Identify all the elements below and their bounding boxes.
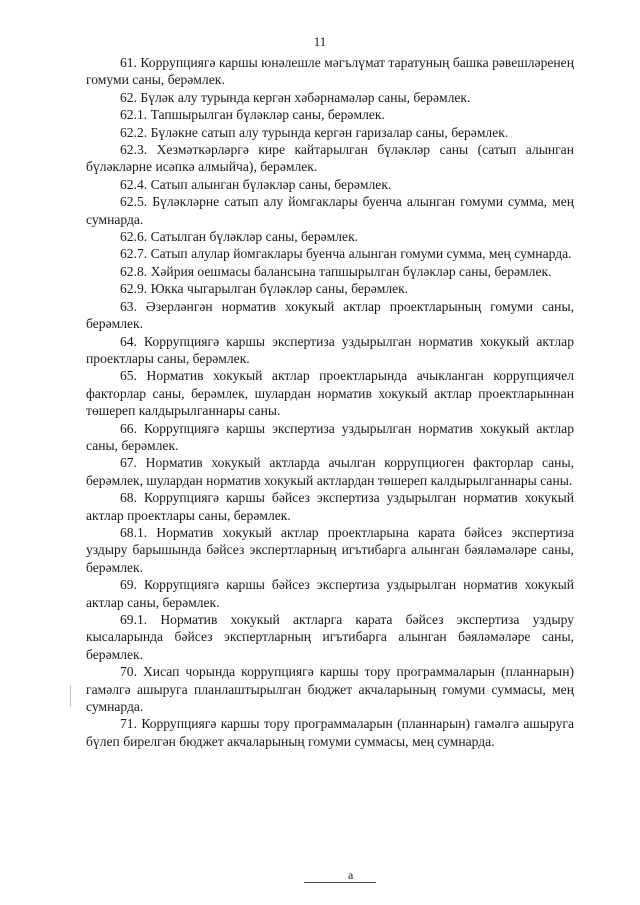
paragraph-68: 68. Коррупциягә каршы бәйсез экспертиза уздырылган норматив хокукый актлар проектлары саны, берәмлек.: [86, 490, 574, 523]
paragraph-62-5: 62.5. Бүләкләрне сатып алу йомгаклары буенча алынган гомуми сумма, мең сумнарда.: [86, 194, 574, 227]
paragraph-65: 65. Норматив хокукый актлар проектларында ачыкланган коррупциячел факторлар саны, берәмлек, шулардан норматив хокукый актлар проектларыннан төшереп калдырылганнары саны.: [86, 368, 574, 419]
paragraph-62-9: 62.9. Юкка чыгарылган бүләкләр саны, берәмлек.: [120, 281, 409, 297]
paragraph-64: 64. Коррупциягә каршы экспертиза уздырылган норматив хокукый актлар проектлары саны, берәмлек.: [86, 333, 574, 366]
paragraph-62-6: 62.6. Сатылган бүләкләр саны, берәмлек.: [120, 229, 359, 245]
paragraph-68-1: 68.1. Норматив хокукый актлар проектларына карата бәйсез экспертиза уздыру барышында бәйсез экспертларның игътибарга алынган бәяләмәләре саны, берәмлек.: [86, 524, 574, 575]
page-number: 11: [313, 34, 327, 49]
paragraph-69-1: 69.1. Норматив хокукый актларга карата бәйсез экспертиза уздыру кысаларында бәйсез экспертларның игътибарга алынган бәяләмәләре саны, берәмлек.: [86, 612, 574, 662]
paragraph-69: 69. Коррупциягә каршы бәйсез экспертиза уздырылган норматив хокукый актлар саны, берәмлек.: [86, 577, 574, 610]
footer-mark: a: [348, 868, 354, 882]
paragraph-62-3: 62.3. Хезмәткәрләргә кире кайтарылган бүләкләр саны (сатып алынган бүләкләрне исәпкә алмыйча), берәмлек.: [86, 142, 574, 175]
paragraph-62-8: 62.8. Хәйрия оешмасы балансына тапшырылган бүләкләр саны, берәмлек.: [120, 263, 552, 279]
footer-line: [304, 882, 376, 883]
margin-mark: [70, 686, 74, 706]
paragraph-71: 71. Коррупциягә каршы тору программаларын (планнарын) гамәлгә ашыруга бүлеп бирелгән бюджет акчаларының гомуми суммасы, мең сумнарда.: [86, 716, 574, 749]
paragraph-62-2: 62.2. Бүләкне сатып алу турында кергән гаризалар саны, берәмлек.: [120, 124, 509, 140]
paragraph-70: 70. Хисап чорында коррупциягә каршы тору программаларын (планнарын) гамәлгә ашыруга планлаштырылган бюджет акчаларының гомуми суммасы, мең сумнарда.: [86, 664, 574, 715]
paragraph-61: 61. Коррупциягә каршы юнәлешле мәгълүмат таратуның башка рәвешләренең гомуми саны, берәмлек.: [86, 55, 574, 88]
paragraph-63: 63. Әзерләнгән норматив хокукый актлар проектларының гомуми саны, берәмлек.: [86, 298, 574, 332]
paragraph-66: 66. Коррупциягә каршы экспертиза уздырылган норматив хокукый актлар саны, берәмлек.: [86, 420, 574, 453]
paragraph-62-4: 62.4. Сатып алынган бүләкләр саны, берәмлек.: [120, 176, 392, 192]
paragraph-62-7: 62.7. Сатып алулар йомгаклары буенча алынган гомуми сумма, мең сумнарда.: [120, 246, 572, 262]
paragraph-62-1: 62.1. Тапшырылган бүләкләр саны, берәмлек.: [120, 107, 385, 123]
paragraph-62: 62. Бүләк алу турында кергән хәбәрнамәләр саны, берәмлек.: [120, 89, 471, 105]
document-body: [86, 54, 574, 750]
paragraph-67: 67. Норматив хокукый актларда ачылган коррупциоген факторлар саны, берәмлек, шулардан норматив хокукый актлардан төшереп калдырылганнары саны.: [86, 455, 574, 488]
